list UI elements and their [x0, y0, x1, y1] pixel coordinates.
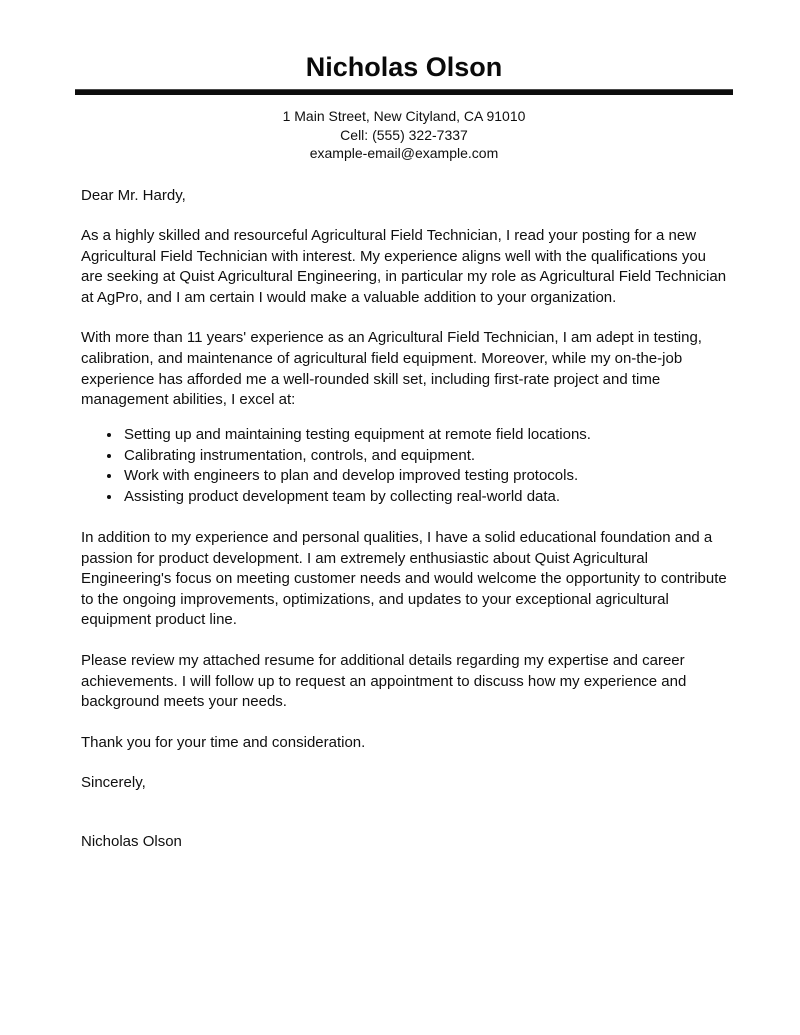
- skill-bullet-list: [81, 425, 727, 508]
- paragraph-experience: With more than 11 years' experience as an Agricultural Field Technician, I am adept in testing, calibration, and maintenance of agricultural field equipment. Moreover, while my on-the-job experience has afforded me a well-rounded skill set, including first-rate project and time management abilities, I excel at:: [81, 329, 702, 409]
- list-item: • Calibrating instrumentation, controls, and equipment.: [122, 446, 727, 467]
- signature-name: Nicholas Olson: [81, 832, 182, 850]
- letter-author-name: Nicholas Olson: [305, 52, 503, 82]
- contact-phone: Cell: (555) 322-7337: [340, 126, 468, 143]
- contact-address: 1 Main Street, New Cityland, CA 91010: [282, 108, 526, 124]
- paragraph-intro: As a highly skilled and resourceful Agricultural Field Technician, I read your posting for a new Agricultural Field Technician with interest. My experience aligns well with the qualifications you are seeking at Quist Agricultural Engineering, in particular my role as Agricultural Field Technician at AgPro, and I am certain I would make a valuable addition to your organization.: [81, 227, 727, 306]
- contact-email: example-email@example.com: [309, 145, 499, 161]
- salutation: Dear Mr. Hardy,: [81, 186, 186, 204]
- paragraph-thanks: Thank you for your time and consideration.: [81, 733, 366, 751]
- list-item: • Work with engineers to plan and develop improved testing protocols.: [122, 466, 727, 487]
- paragraph-followup: Please review my attached resume for additional details regarding my expertise and career achievements. I will follow up to request an appointment to discuss how my experience and background meets your needs.: [81, 652, 687, 711]
- contact-block: [81, 107, 727, 163]
- signoff: Sincerely,: [81, 774, 146, 792]
- list-item: • Setting up and maintaining testing equipment at remote field locations.: [122, 425, 727, 446]
- header-divider-rule: [75, 89, 733, 95]
- paragraph-qualities: In addition to my experience and personal qualities, I have a solid educational foundation and a passion for product development. I am extremely enthusiastic about Quist Agricultural Engineering's focus on meeting customer needs and would welcome the opportunity to contribute to the ongoing improvements, optimizations, and updates to your exceptional agricultural equipment product line.: [81, 529, 727, 629]
- list-item: • Assisting product development team by collecting real-world data.: [122, 487, 727, 508]
- letter-body: [81, 186, 727, 853]
